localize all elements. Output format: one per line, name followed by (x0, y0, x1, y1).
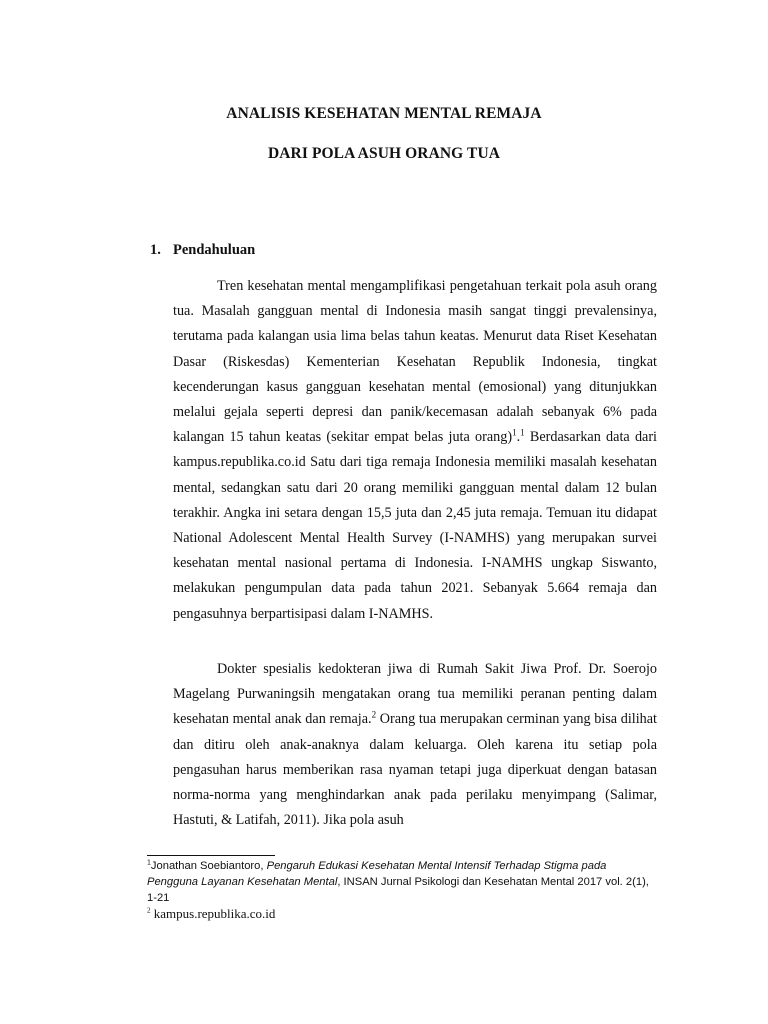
footnote-ref-2[interactable]: 2 (371, 709, 377, 720)
footnote-1-rest: , INSAN Jurnal Psikologi dan Kesehatan Mental 2017 vol. 2(1), 1-21 (147, 875, 649, 904)
paragraph-1-part1: Tren kesehatan mental mengamplifikasi pengetahuan terkait pola asuh orang tua. Masalah gangguan mental di Indonesia masih sangat tinggi prevalensinya, terutama pada kalangan usia lima belas tahun keatas. Menurut data Riset Kesehatan Dasar (Riskesdas) Kementerian Kesehatan Republik Indonesia, tingkat kecenderungan kasus gangguan kesehatan mental (emosional) yang ditunjukkan melalui gejala seperti depresi dan panik/kecemasan adalah sebanyak 6% pada kalangan 15 tahun keatas (sekitar empat belas juta orang) (173, 278, 657, 446)
footnote-2 (147, 906, 657, 922)
footnote-1-author: Jonathan Soebiantoro, (150, 860, 267, 872)
paragraph-1-part2: Berdasarkan data dari kampus.republika.co.id Satu dari tiga remaja Indonesia memiliki masalah kesehatan mental, sedangkan satu dari 20 orang memiliki gangguan mental dalam 12 bulan terakhir. Angka ini setara dengan 15,5 juta dan 2,45 juta remaja. Temuan itu didapat National Adolescent Mental Health Survey (I-NAMHS) yang merupakan survei kesehatan mental nasional pertama di Indonesia. I-NAMHS ungkap Siswanto, melakukan pengumpulan data pada tahun 2021. Sebanyak 5.664 remaja dan pengasuhnya berpartisipasi dalam I-NAMHS. (173, 429, 658, 622)
section-number: 1. (150, 242, 161, 258)
footnote-1-marker: 1 (147, 859, 151, 867)
document-title-line1: ANALISIS KESEHATAN MENTAL REMAJA (226, 105, 542, 122)
document-title-line2: DARI POLA ASUH ORANG TUA (267, 145, 501, 162)
paragraph-2-part1: Dokter spesialis kedokteran jiwa di Rumah Sakit Jiwa Prof. Dr. Soerojo Magelang Purwaningsih mengatakan orang tua memiliki peranan penting dalam kesehatan mental anak dan remaja. (173, 661, 657, 728)
paragraph-2-part2: Orang tua merupakan cerminan yang bisa dilihat dan ditiru oleh anak-anaknya dalam keluarga. Oleh karena itu setiap pola pengasuhan harus memberikan rasa nyaman tetapi juga diperkuat dengan batasan norma-norma yang menghindarkan anak pada perilaku menyimpang (Salimar, Hastuti, & Latifah, 2011). Jika pola asuh (173, 711, 657, 829)
footnote-divider (147, 855, 275, 856)
paragraph-2 (173, 657, 657, 833)
footnote-1-title: Pengaruh Edukasi Kesehatan Mental Intensif Terhadap Stigma pada Pengguna Layanan Kesehatan Mental (147, 860, 607, 888)
footnotes (147, 859, 657, 922)
section-heading (150, 242, 255, 259)
footnote-ref-1[interactable]: 1 (512, 427, 517, 438)
footnote-2-marker: 2 (147, 907, 151, 916)
paragraph-1 (173, 274, 657, 627)
footnote-ref-1b[interactable]: 1 (520, 427, 525, 438)
paragraph-1-between: . (516, 429, 521, 446)
footnote-2-text: kampus.republika.co.id (150, 906, 276, 922)
footnote-1 (147, 859, 657, 906)
section-title: Pendahuluan (173, 242, 256, 258)
